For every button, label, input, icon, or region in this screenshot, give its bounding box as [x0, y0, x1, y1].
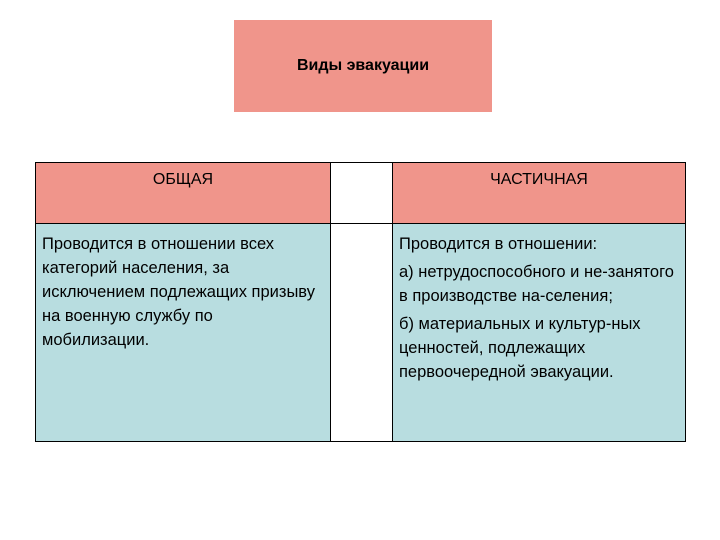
evacuation-types-table — [35, 162, 686, 442]
general-header: ОБЩАЯ — [152, 171, 214, 188]
partial-header-cell — [393, 163, 686, 224]
partial-item-b: б) материальных и культур-ных ценностей, подлежащих первоочередной эвакуации. — [399, 315, 641, 381]
general-body-cell — [36, 224, 331, 442]
partial-description — [393, 224, 685, 384]
separator-cell-top — [331, 163, 393, 224]
general-header-cell — [36, 163, 331, 224]
partial-header: ЧАСТИЧНАЯ — [490, 171, 588, 188]
general-description: Проводится в отношении всех категорий населения, за исключением подлежащих призыву на военную службу по мобилизации. — [42, 235, 315, 349]
diagram-title: Виды эвакуации — [296, 57, 430, 74]
body-row — [36, 224, 686, 442]
partial-intro: Проводится в отношении: — [399, 235, 598, 253]
header-row — [36, 163, 686, 224]
partial-item-a: а) нетрудоспособного и не-занятого в производстве на-селения; — [399, 263, 674, 305]
diagram-title-box — [234, 20, 492, 112]
separator-cell-bottom — [331, 224, 393, 442]
partial-body-cell — [393, 224, 686, 442]
